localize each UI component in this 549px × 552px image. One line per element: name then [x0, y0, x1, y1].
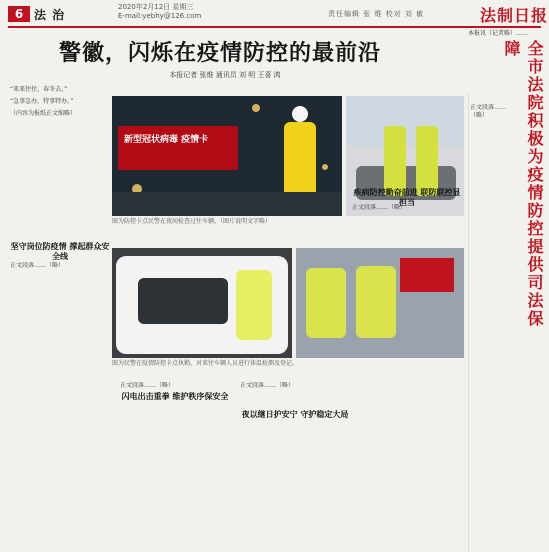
body-text-2: 正文段落……（略） [120, 382, 175, 389]
subhead-3: 夜以继日护安宁 守护稳定大局 [241, 410, 349, 419]
body-text-3: 正文段落……（略） [240, 382, 295, 389]
car-window [138, 278, 228, 324]
article-byline: 本报记者 张维 通讯员 刘 明 王喜 鸿 [169, 71, 281, 79]
officer-1 [384, 126, 406, 196]
newspaper-brand: 法制日报 [480, 6, 549, 25]
article-title: 警徽，闪烁在疫情防控的最前沿 [58, 41, 381, 66]
lead-paragraph: （内容为报纸正文缩略） [10, 110, 77, 117]
header-rule [8, 26, 541, 28]
officer-head [292, 106, 308, 122]
body-text-4: 正文段落……（略） [352, 204, 407, 211]
lead-paragraph: “来来往往，春冬去。” [10, 86, 68, 93]
page-header [0, 0, 549, 28]
email: E-mail:yebhy@126.com [118, 12, 202, 20]
page-number: 6 [8, 6, 30, 22]
right-top-note: 本报讯（记者略）…… [468, 30, 529, 37]
officer [236, 270, 272, 340]
date-email [118, 3, 201, 21]
officer-vest [284, 122, 316, 198]
subhead-4: 疾病防控勤奋前进 联防联控显担当 [353, 188, 461, 207]
checkpoint-banner [118, 126, 238, 170]
photo-car-check [112, 248, 292, 358]
light-dot [252, 104, 260, 112]
body-text-1: 正文段落……（略） [10, 262, 65, 269]
lead-paragraphs [10, 86, 110, 230]
photo-checkpoint-night [112, 96, 342, 216]
right-text: 正文段落……（略） [470, 104, 506, 119]
photo-caption-2: 图为民警在疫情防控卡点执勤，对来往车辆人员进行体温检测及登记。 [112, 360, 299, 367]
editors-line: 责任编辑 张 维 校对 刘 敏 [328, 10, 425, 18]
date-line: 2020年2月12日 星期三 [118, 3, 194, 11]
road-area [112, 192, 342, 216]
subhead-2: 闪电出击重拳 维护秩序保安全 [121, 392, 229, 401]
photo-caption-1: 图为防控卡点民警在夜间检查过往车辆。（图片说明文字略） [112, 218, 272, 225]
right-headline: 全市法院积极为疫情防控提供司法保障 [502, 40, 544, 328]
section-title: 法 治 [34, 8, 66, 22]
officer-figure [282, 106, 318, 202]
light-dot [322, 164, 328, 170]
subhead-1: 坚守岗位防疫情 撑起群众安全线 [10, 242, 110, 261]
officer-2 [416, 126, 438, 196]
banner-text: 新型冠状病毒 疫情卡 [124, 135, 209, 145]
lead-paragraph: “急事急办，特事特办。” [10, 98, 74, 105]
officer-1 [306, 268, 346, 338]
